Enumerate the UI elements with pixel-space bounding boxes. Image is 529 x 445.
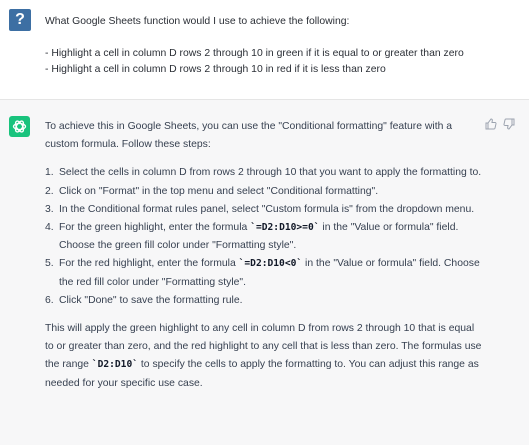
step-item: 2. Click on "Format" in the top menu and select "Conditional formatting". <box>45 185 379 197</box>
user-item: - Highlight a cell in column D rows 2 through 10 in green if it is equal to or greater than zero <box>45 48 464 59</box>
formula-code: `=D2:D10<0` <box>238 258 303 270</box>
step-item: 5. For the red highlight, enter the formula `=D2:D10<0` in the "Value or formula" field. Choose the red fill color under "Formatting style". <box>45 258 480 288</box>
thumbs-up-icon[interactable] <box>485 118 497 130</box>
assistant-message <box>0 99 529 445</box>
formula-code: `=D2:D10>=0` <box>250 222 320 234</box>
openai-logo-icon <box>9 116 30 137</box>
assistant-outro: This will apply the green highlight to any cell in column D from rows 2 through 10 that is equal to or greater than zero, and the red highlight to any cell that is less than zero. The formulas use the range `D2:D10` to specify the cells to apply the formatting to. You can adjust this range as needed for your specific use case. <box>45 323 482 389</box>
thumbs-down-icon[interactable] <box>503 118 515 130</box>
feedback-buttons <box>485 118 515 130</box>
step-item: 6. Click "Done" to save the formatting rule. <box>45 294 243 306</box>
user-item: - Highlight a cell in column D rows 2 through 10 in red if it is less than zero <box>45 64 386 75</box>
step-item: 1. Select the cells in column D from rows 2 through 10 that you want to apply the formatting to. <box>45 167 482 179</box>
user-avatar: ? <box>9 9 31 31</box>
assistant-intro: To achieve this in Google Sheets, you can use the "Conditional formatting" feature with a custom formula. Follow these steps: <box>45 121 453 151</box>
step-item: 3. In the Conditional format rules panel, select "Custom formula is" from the dropdown menu. <box>45 203 475 215</box>
range-code: `D2:D10` <box>91 359 139 371</box>
user-question: What Google Sheets function would I use to achieve the following: <box>45 16 350 27</box>
step-item: 4. For the green highlight, enter the formula `=D2:D10>=0` in the "Value or formula" field. Choose the green fill color under "Formatting style". <box>45 222 459 252</box>
user-message-text <box>45 14 515 78</box>
assistant-message-text <box>45 118 485 403</box>
steps-list <box>45 164 485 310</box>
user-message <box>0 0 529 99</box>
